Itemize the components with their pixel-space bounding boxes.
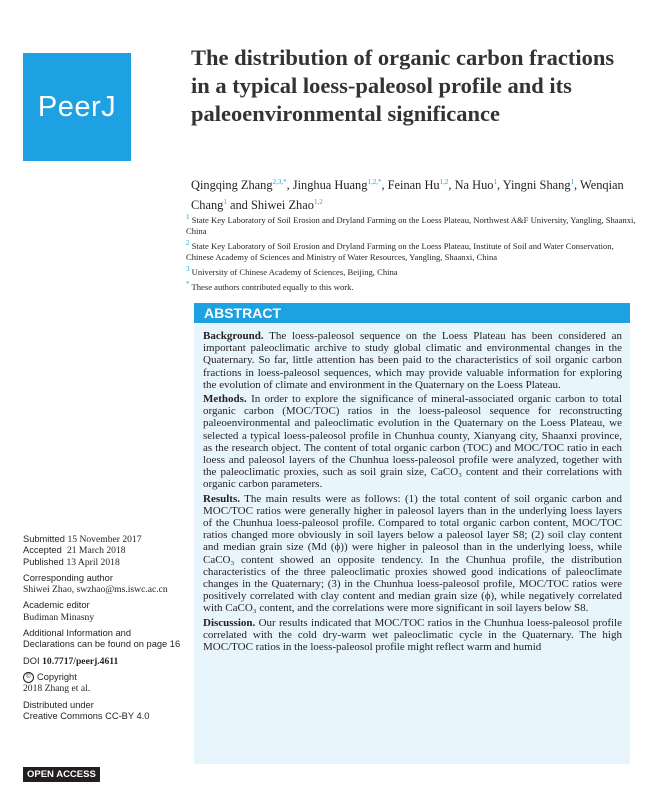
abstract-body [194, 324, 630, 764]
corresponding-author-label: Corresponding author [23, 572, 113, 583]
author-name[interactable]: Qingqing Zhang [191, 178, 273, 193]
published-date: Published 13 April 2018 [23, 556, 120, 568]
open-access-badge: OPEN ACCESS [23, 767, 100, 782]
abstract-heading: ABSTRACT [194, 303, 630, 323]
abstract-section-label: Methods. [203, 393, 247, 406]
author-name[interactable]: Jinghua Huang [292, 178, 368, 193]
article-info-sidebar [23, 534, 183, 727]
abstract-section-label: Discussion. [203, 616, 256, 629]
copyright-label: Copyright [37, 671, 77, 682]
author-affiliation-marker: 1 [223, 198, 227, 207]
affiliation-marker: * [186, 279, 190, 288]
academic-editor-label: Academic editor [23, 600, 90, 611]
author-affiliation-marker: 1 [493, 178, 497, 186]
affiliation-marker: 3 [186, 264, 190, 273]
affiliation-text: These authors contributed equally to this work. [191, 281, 354, 292]
author-separator: , [496, 178, 503, 193]
affiliation [186, 279, 636, 293]
author-name[interactable]: Shiwei Zhao [250, 198, 314, 213]
corresponding-author-contact[interactable]: Shiwei Zhao, swzhao@ms.iswc.ac.cn [23, 584, 168, 596]
submitted-date: Submitted 15 November 2017 [23, 534, 142, 545]
author-affiliation-marker: 1 [570, 178, 575, 186]
author-name[interactable]: Wenqian Chang [191, 178, 624, 213]
affiliation-marker: 2 [186, 238, 190, 247]
doi-link[interactable]: 10.7717/peerj.4611 [42, 655, 119, 667]
affiliation-text: University of Chinese Academy of Sciences, Beijing, China [191, 266, 398, 277]
author-affiliation-marker: 1,2 [313, 198, 323, 207]
author-affiliation-marker: 1,2,* [367, 178, 382, 186]
abstract-section-text: In order to explore the significance of mineral-associated organic carbon to total organic carbon (MOC/TOC) ratios in the loess-paleosol sequence for reconstructing paleoenvironmental and paleoclimatic evolution in the Quaternary on the Loess Plateau, we selected a typical loess-paleosol profile in Chunhua county, Xianyang city, Shaanxi province, as the research object. The content of total organic carbon (TOC) and MOC/TOC ratio in each loess and paleosol layers of the Chunhua loess-paleosol profile were analyzed, together with the paleoclimatic proxies, such as soil grain size, CaCO₃ content and their correlations with organic carbon parameters. [203, 393, 622, 491]
author-name[interactable]: Yingni Shang [502, 178, 571, 193]
license [23, 700, 183, 723]
abstract-section-text: The loess-paleosol sequence on the Loess Plateau has been considered an important paleoclimatic archive to study global climatic and environmental changes in the Quaternary. So far, little attention has been paid to the characteristics of soil organic carbon fractions in loess-paleosol sequences, which may provide valuable information for exploring the evolution of climate and environment in the Quaternary on the Loess Plateau. [203, 330, 622, 391]
affiliation [186, 212, 636, 237]
abstract-methods [203, 393, 622, 491]
abstract-section-label: Background. [203, 330, 264, 342]
additional-information[interactable]: Additional Information and Declarations can be found on page 16 [23, 628, 181, 650]
abstract-discussion [203, 617, 622, 654]
affiliation-text: State Key Laboratory of Soil Erosion and Dryland Farming on the Loess Plateau, Institute of Soil and Water Conservation, Chinese Academy of Sciences and Ministry of Water Resources, Yangling, Shaanxi, China [186, 240, 614, 262]
peerj-logo: PeerJ [23, 53, 131, 161]
academic-editor-name: Budiman Minasny [23, 611, 95, 623]
corresponding-author [23, 573, 183, 596]
author-list [191, 174, 641, 214]
abstract-section-text: Our results indicated that MOC/TOC ratios in the Chunhua loess-paleosol profile correlated with the cold dry-warm wet paleoclimatic cycle in the Quaternary. The high MOC/TOC ratios in the loess-paleosol profile might reflect warm and humid [203, 616, 622, 654]
copyright-holder: 2018 Zhang et al. [23, 683, 91, 695]
abstract-section-label: Results. [203, 492, 240, 505]
author-name[interactable]: Na Huo [454, 178, 494, 193]
author-separator: , [574, 178, 581, 193]
copyright [23, 672, 183, 695]
author-separator: and [226, 198, 251, 213]
author-separator: , [286, 178, 293, 193]
author-affiliation-marker: 2,3,* [272, 178, 287, 186]
author-separator: , [448, 178, 455, 193]
affiliation [186, 238, 636, 263]
academic-editor [23, 600, 183, 623]
author-affiliation-marker: 1,2 [439, 178, 449, 186]
affiliation [186, 264, 636, 278]
publication-dates [23, 534, 183, 568]
article-title: The distribution of organic carbon fractions in a typical loess-paleosol profile and its paleoenvironmental significance [191, 45, 615, 126]
license-link[interactable]: Creative Commons CC-BY 4.0 [23, 710, 150, 721]
doi-label: DOI [23, 655, 40, 666]
doi [23, 656, 183, 667]
copyright-icon: © [23, 672, 34, 683]
affiliation-list [186, 212, 636, 293]
author-separator: , [381, 178, 388, 193]
author-name[interactable]: Feinan Hu [387, 178, 440, 193]
abstract-section-text: The main results were as follows: (1) the total content of soil organic carbon and MOC/TOC ratios were generally higher in paleosol layers than in the underlying loess layers of the Chunhua loess-paleosol profile. Compared to total organic carbon content, MOC/TOC ratios changed more obviously in soil layers below a paleosol layer S8; (2) soil clay content and median grain size (Md (ϕ)) were higher in paleosol than in the underlying loess, while CaCO₃ content showed an opposite tendency. In the Chunhua profile, the distribution characteristics of the three paleoclimatic proxies showed good indications of paleoclimate changes in the Quaternary; (3) in the Chunhua loess-paleosol profile, MOC/TOC ratios were positively correlated with clay content and median grain size (ϕ), while negatively correlated with CaCO₃ content, and the correlations were more significant in soil layers below S8. [203, 492, 622, 615]
affiliation-marker: 1 [186, 213, 190, 221]
accepted-date: Accepted 21 March 2018 [23, 545, 126, 557]
abstract-background [203, 330, 622, 391]
license-label: Distributed under [23, 699, 94, 710]
abstract-results [203, 493, 622, 615]
affiliation-text: State Key Laboratory of Soil Erosion and Dryland Farming on the Loess Plateau, Northwest A&F University, Yangling, Shaanxi, China [186, 214, 636, 236]
